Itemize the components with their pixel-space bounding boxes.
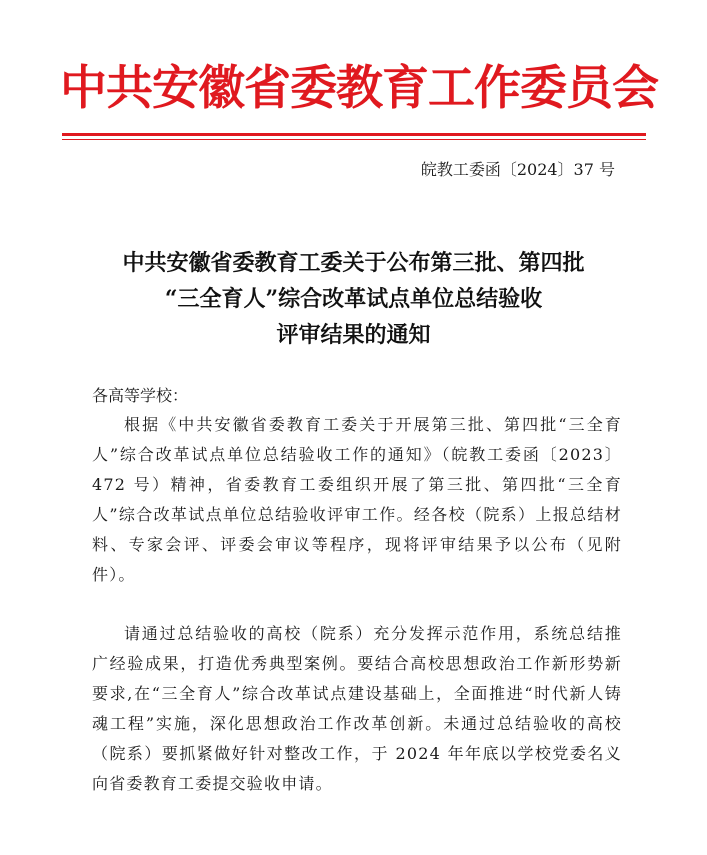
title-line-1: 中共安徽省委教育工委关于公布第三批、第四批 [122, 250, 585, 276]
title-line-3: 评审结果的通知 [276, 322, 431, 348]
document-title [60, 245, 647, 353]
title-line-2: “三全育人”综合改革试点单位总结验收 [164, 286, 543, 312]
body-paragraph: 请通过总结验收的高校（院系）充分发挥示范作用，系统总结推广经验成果，打造优秀典型案例。要结合高校思想政治工作新形势新要求,在“三全育人”综合改革试点建设基础上，全面推进“时代新人铸魂工程”实施，深化思想政治工作改革创新。未通过总结验收的高校（院系）要抓紧做好针对整改工作，于 2024 年年底以学校党委名义向省委教育工委提交验收申请。 [92, 624, 622, 793]
addressee: 各高等学校： [92, 386, 189, 405]
red-separator-thin [62, 139, 646, 140]
issuer-masthead: 中共安徽省委教育工作委员会 [60, 61, 658, 116]
body-paragraph: 根据《中共安徽省委教育工委关于开展第三批、第四批“三全育人”综合改革试点单位总结验收工作的通知》（皖教工委函〔2023〕472 号）精神，省委教育工委组织开展了第三批、第四批“三全育人”综合改革试点单位总结验收评审工作。经各校（院系）上报总结材料、专家会评、评委会审议等程序，现将评审结果予以公布（见附件）。 [92, 415, 622, 584]
red-separator-thick [62, 133, 646, 136]
document-number: 皖教工委函〔2024〕37 号 [420, 160, 615, 179]
